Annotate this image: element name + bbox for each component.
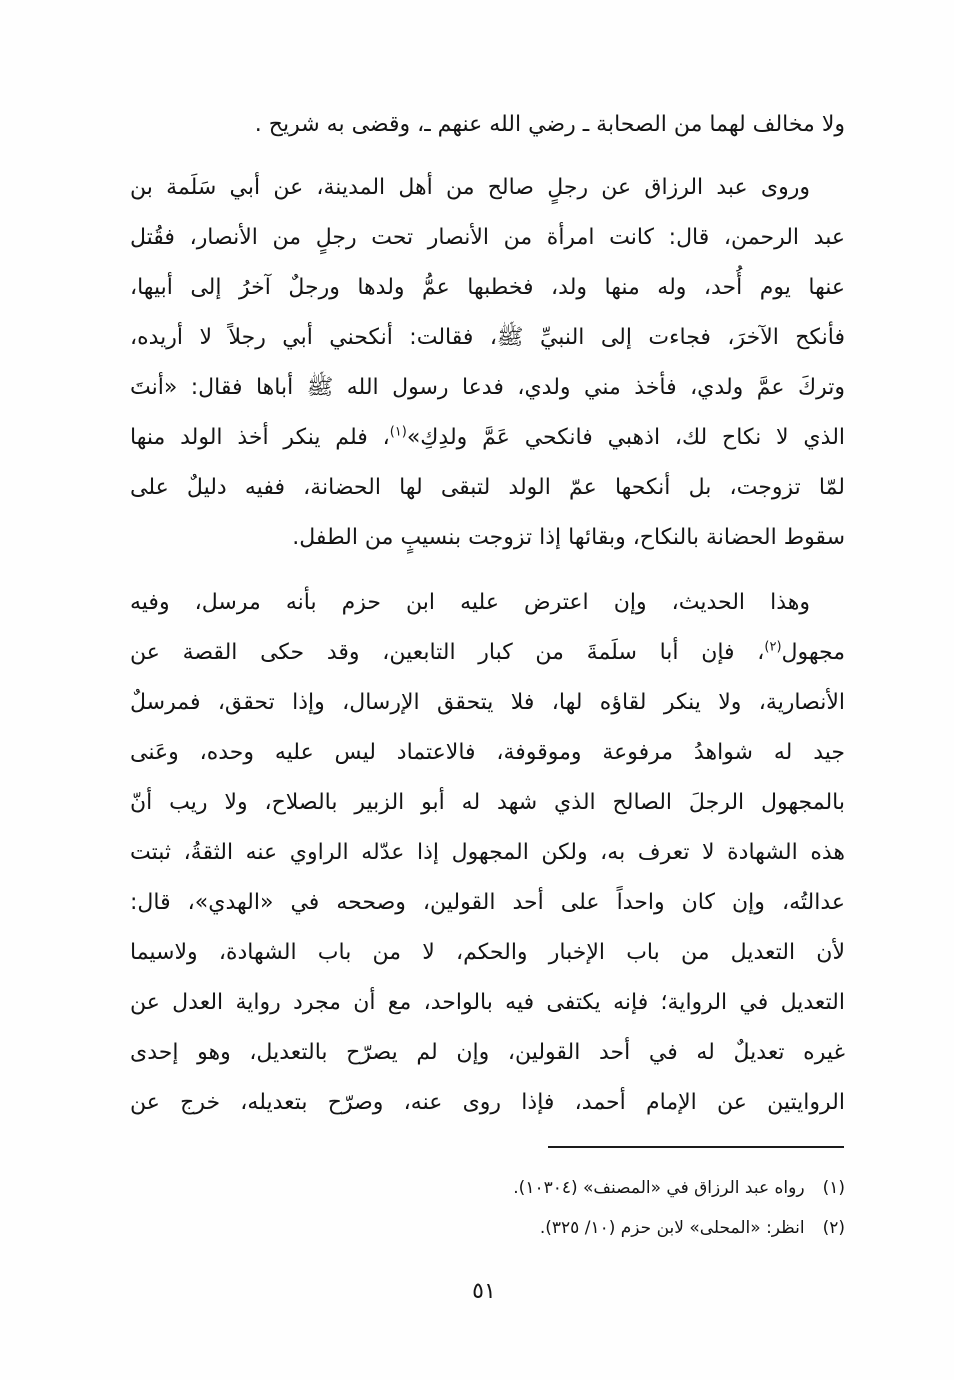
text-line: وتركَ عمَّ ولدي، فأخذ مني ولدي، فدعا رسول الله ﷺ أباها فقال: «أنتَ <box>130 375 845 400</box>
text-line: وهذا الحديث، وإن اعترض عليه ابن حزم بأنه مرسل، وفيه <box>130 590 810 615</box>
text-line: جيد له شواهدُ مرفوعة وموقوفة، فالاعتماد ليس عليه وحده، وعَنى <box>130 740 845 765</box>
text-line: لمّا تزوجت، بل أنكحها عمّ الولد لتبقى لها الحضانة، ففيه دليلٌ على <box>130 475 845 500</box>
paragraph <box>130 163 845 563</box>
text-line: فأنكح الآخرَ، فجاءت إلى النبيِّ ﷺ، فقالت: أنكحني أبي رجلاً لا أريده، <box>130 325 845 350</box>
text-segment: ، فإن أبا سلَمةَ من كبار التابعين، وقد حكى القصة عن <box>130 640 765 665</box>
text-segment: الذي لا نكاح لك، اذهبي فانكحي عَمَّ ولدِكِ» <box>406 425 846 450</box>
text-line: وروى عبد الرزاق عن رجلٍ صالح من أهل المدينة، عن أبي سَلَمة بن <box>130 175 810 200</box>
text-line: التعديل في الرواية؛ فإنه يكتفى فيه بالواحد، مع أن مجرد رواية العدل عن <box>130 990 845 1015</box>
text-segment: ، فلم ينكر أخذ الولد منها <box>130 425 390 450</box>
page-number: ٥١ <box>472 1279 496 1304</box>
paragraph <box>130 578 845 1128</box>
footnote <box>130 1168 845 1208</box>
footnote-reference[interactable]: (٢) <box>764 639 782 655</box>
text-line: بالمجهول الرجلَ الصالح الذي شهد له أبو الزبير بالصلاح، ولا ريب أنّ <box>130 790 845 815</box>
footnotes <box>130 1168 845 1248</box>
text-line: الأنصارية، ولا ينكر لقاؤه لها، فلا يتحقق الإرسال، وإذا تحقق، فمرسلٌ <box>130 690 845 715</box>
paragraph <box>130 100 845 150</box>
footnote-marker: (٢) <box>822 1218 845 1238</box>
text-line <box>130 413 845 463</box>
text-line: الروايتين عن الإمام أحمد، فإذا روى عنه، وصرّح بتعديله، خرج عن <box>130 1090 845 1115</box>
text-line: ولا مخالف لهما من الصحابة ـ رضي الله عنهم ـ، وقضى به شريح . <box>254 112 845 137</box>
text-line <box>130 628 845 678</box>
footnote-reference[interactable]: (١) <box>389 424 407 440</box>
footnote-text: رواه عبد الرزاق في «المصنف» (١٠٣٠٤). <box>513 1178 805 1198</box>
text-line: عدالتُه، وإن كان واحداً على أحد القولين، وصححه في «الهدي»، قال: <box>130 890 845 915</box>
text-segment: مجهول <box>781 640 845 665</box>
text-line: عنها يوم أُحد، وله منها ولد، فخطبها عمُّ ولدها ورجلٌ آخرُ إلى أبيها، <box>130 275 845 300</box>
footnote <box>130 1208 845 1248</box>
text-line: عبد الرحمن، قال: كانت امرأة من الأنصار تحت رجلٍ من الأنصار، فقُتل <box>130 225 845 250</box>
text-line: لأن التعديل من باب الإخبار والحكم، لا من باب الشهادة، ولاسيما <box>130 940 845 965</box>
text-line: غيره تعديلٌ له في أحد القولين، وإن لم يصرّح بالتعديل، وهو إحدى <box>130 1040 845 1065</box>
text-line: هذه الشهادة لا تعرف به، ولكن المجهول إذا عدّله الراوي عنه الثقةُ، ثبتت <box>130 840 845 865</box>
text-line: سقوط الحضانة بالنكاح، وبقائها إذا تزوجت بنسيبٍ من الطفل. <box>292 525 845 550</box>
footnote-marker: (١) <box>822 1178 845 1198</box>
footnote-text: انظر: «المحلى» لابن حزم (١٠/ ٣٢٥). <box>539 1218 805 1238</box>
footnote-separator <box>548 1146 844 1148</box>
